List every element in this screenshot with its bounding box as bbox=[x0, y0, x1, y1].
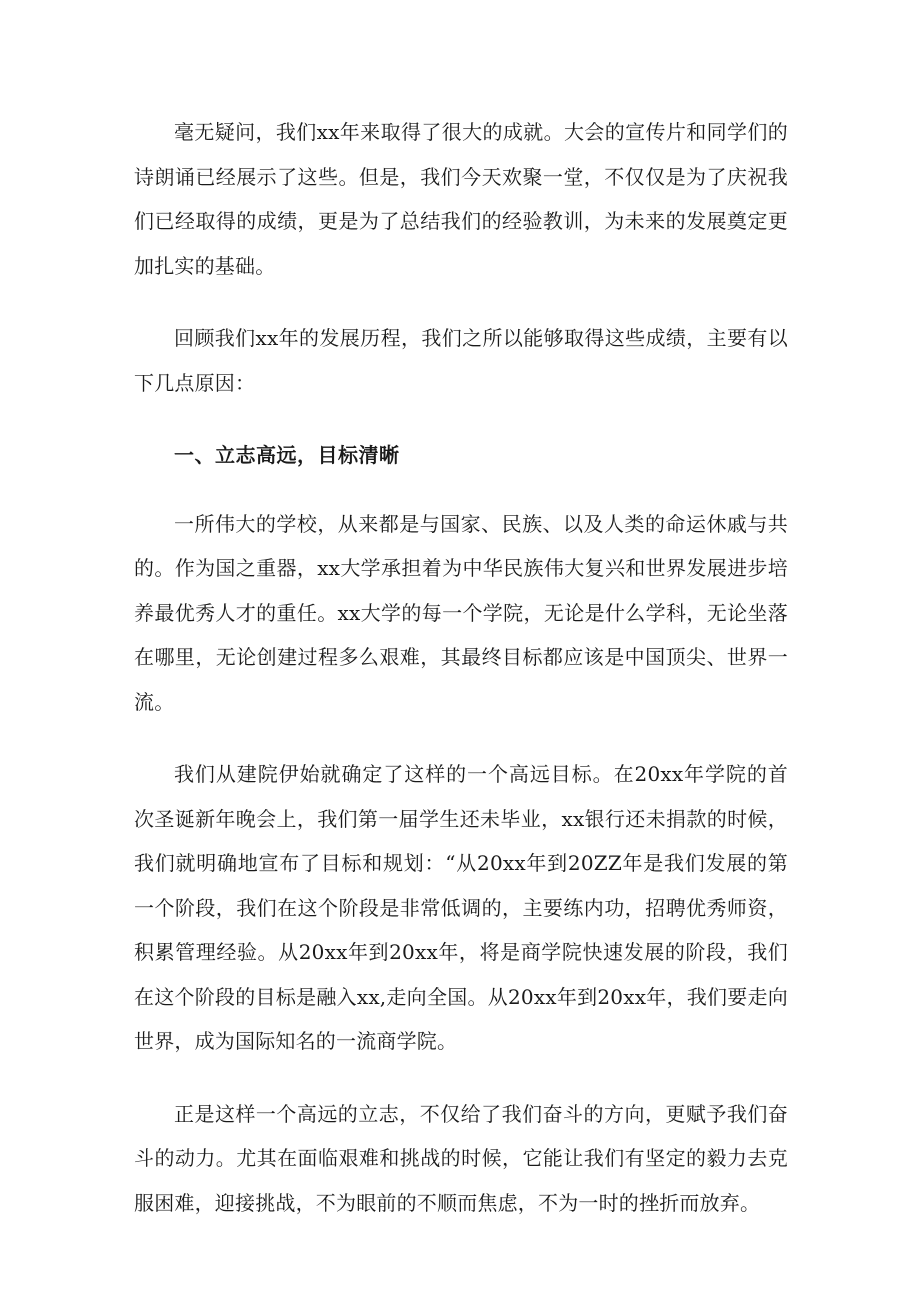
intro-paragraph-2: 回顾我们xx年的发展历程，我们之所以能够取得这些成绩，主要有以下几点原因： bbox=[134, 326, 788, 395]
document-body bbox=[134, 110, 788, 1253]
section-paragraph-3: 正是这样一个高远的立志，不仅给了我们奋斗的方向，更赋予我们奋斗的动力。尤其在面临艰难和挑战的时候，它能让我们有坚定的毅力去克服困难，迎接挑战，不为眼前的不顺而焦虑，不为一时的挫折而放弃。 bbox=[134, 1101, 788, 1215]
section-heading: 一、立志高远，目标清晰 bbox=[174, 443, 400, 467]
section-paragraph-2: 我们从建院伊始就确定了这样的一个高远目标。在20xx年学院的首次圣诞新年晚会上，我们第一届学生还未毕业，xx银行还未捐款的时候，我们就明确地宣布了目标和规划：“从20xx年到20ZZ年是我们发展的第一个阶段，我们在这个阶段是非常低调的，主要练内功，招聘优秀师资，积累管理经验。从20xx年到20xx年，将是商学院快速发展的阶段，我们在这个阶段的目标是融入xx,走向全国。从20xx年到20xx年，我们要走向世界，成为国际知名的一流商学院。 bbox=[134, 762, 788, 1053]
section-paragraph-1: 一所伟大的学校，从来都是与国家、民族、以及人类的命运休戚与共的。作为国之重器，xx大学承担着为中华民族伟大复兴和世界发展进步培养最优秀人才的重任。xx大学的每一个学院，无论是什么学科，无论坐落在哪里，无论创建过程多么艰难，其最终目标都应该是中国顶尖、世界一流。 bbox=[134, 511, 788, 714]
intro-paragraph-1: 毫无疑问，我们xx年来取得了很大的成就。大会的宣传片和同学们的诗朗诵已经展示了这些。但是，我们今天欢聚一堂，不仅仅是为了庆祝我们已经取得的成绩，更是为了总结我们的经验教训，为未来的发展奠定更加扎实的基础。 bbox=[134, 120, 788, 278]
